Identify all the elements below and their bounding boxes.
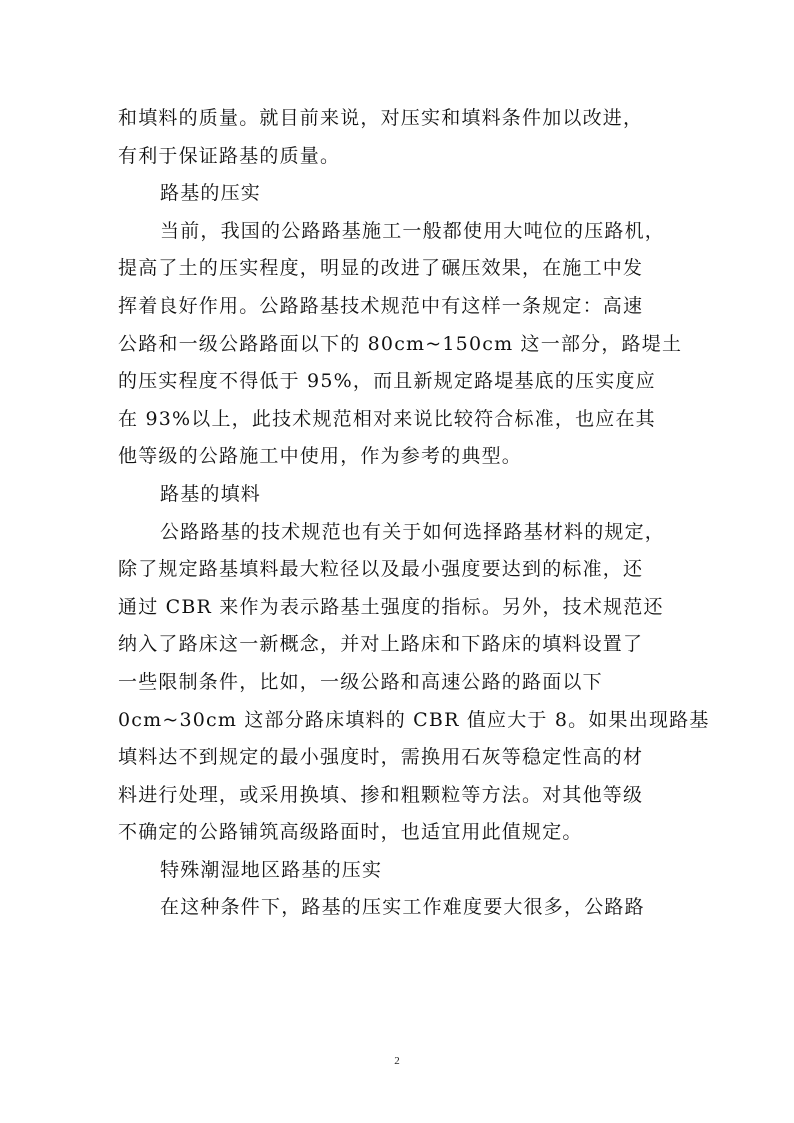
paragraph-line: 在 93%以上，此技术规范相对来说比较符合标准，也应在其 <box>118 407 656 430</box>
paragraph-line: 公路和一级公路路面以下的 80cm~150cm 这一部分，路堤土 <box>118 332 683 355</box>
paragraph-line: 一些限制条件，比如，一级公路和高速公路的路面以下 <box>118 670 603 693</box>
paragraph-line: 除了规定路基填料最大粒径以及最小强度要达到的标准，还 <box>118 558 644 581</box>
page-number: 2 <box>394 1055 400 1067</box>
paragraph-line: 的压实程度不得低于 95%，而且新规定路堤基底的压实度应 <box>118 370 656 393</box>
paragraph-line: 0cm~30cm 这部分路床填料的 CBR 值应大于 8。如果出现路基 <box>118 708 710 731</box>
paragraph-line: 提高了土的压实程度，明显的改进了碾压效果，在施工中发 <box>118 257 644 280</box>
section-heading: 特殊潮湿地区路基的压实 <box>160 858 383 881</box>
paragraph-line: 在这种条件下，路基的压实工作难度要大很多，公路路 <box>160 896 645 919</box>
section-heading: 路基的压实 <box>160 182 262 205</box>
paragraph-line: 公路路基的技术规范也有关于如何选择路基材料的规定， <box>160 520 666 543</box>
paragraph-line: 纳入了路床这一新概念，并对上路床和下路床的填料设置了 <box>118 633 644 656</box>
paragraph-line: 当前，我国的公路路基施工一般都使用大吨位的压路机， <box>160 219 666 242</box>
paragraph-line: 和填料的质量。就目前来说，对压实和填料条件加以改进， <box>118 107 644 129</box>
paragraph-line: 他等级的公路施工中使用，作为参考的典型。 <box>118 445 523 468</box>
paragraph-line: 不确定的公路铺筑高级路面时，也适宜用此值规定。 <box>118 821 583 844</box>
section-heading: 路基的填料 <box>160 482 262 505</box>
paragraph-line: 挥着良好作用。公路路基技术规范中有这样一条规定：高速 <box>118 294 644 317</box>
paragraph-line: 填料达不到规定的最小强度时，需换用石灰等稳定性高的材 <box>118 746 644 769</box>
body-text <box>118 100 710 927</box>
paragraph-line: 有利于保证路基的质量。 <box>118 144 341 167</box>
paragraph-line: 料进行处理，或采用换填、掺和粗颗粒等方法。对其他等级 <box>118 783 644 806</box>
paragraph-line: 通过 CBR 来作为表示路基土强度的指标。另外，技术规范还 <box>118 595 664 618</box>
